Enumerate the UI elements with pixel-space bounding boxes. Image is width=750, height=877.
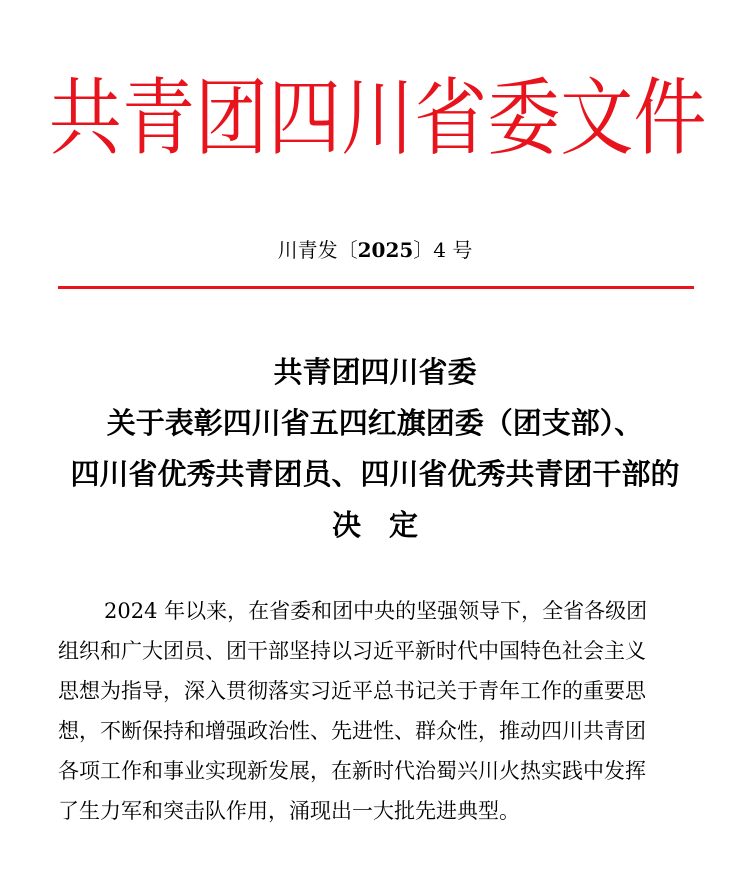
- document-number-prefix: 川青发〔: [277, 238, 358, 262]
- body-paragraph-line: 了生力军和突击队作用，涌现出一大批先进典型。: [58, 799, 520, 823]
- title-line-subject-2: 四川省优秀共青团员、四川省优秀共青团干部的: [70, 457, 680, 491]
- body-paragraph-line: 思想为指导，深入贯彻落实习近平总书记关于青年工作的重要思: [58, 679, 646, 703]
- red-separator-rule: [58, 286, 694, 289]
- body-paragraph-line: 2024 年以来，在省委和团中央的坚强领导下，全省各级团: [104, 599, 648, 623]
- body-paragraph-line: 想，不断保持和增强政治性、先进性、群众性，推动四川共青团: [58, 719, 646, 743]
- title-line-decision: 决定: [331, 508, 446, 542]
- document-masthead: 共青团四川省委文件: [48, 69, 707, 167]
- document-number-year: 2025: [357, 238, 414, 262]
- document-number-suffix: 〕4 号: [413, 238, 473, 262]
- document-number: [0, 236, 750, 264]
- title-line-issuer: 共青团四川省委: [273, 355, 477, 389]
- body-paragraph-line: 各项工作和事业实现新发展，在新时代治蜀兴川火热实践中发挥: [58, 759, 646, 783]
- title-line-subject-1: 关于表彰四川省五四红旗团委（团支部）、: [106, 406, 644, 440]
- body-paragraph-line: 组织和广大团员、团干部坚持以习近平新时代中国特色社会主义: [58, 639, 646, 663]
